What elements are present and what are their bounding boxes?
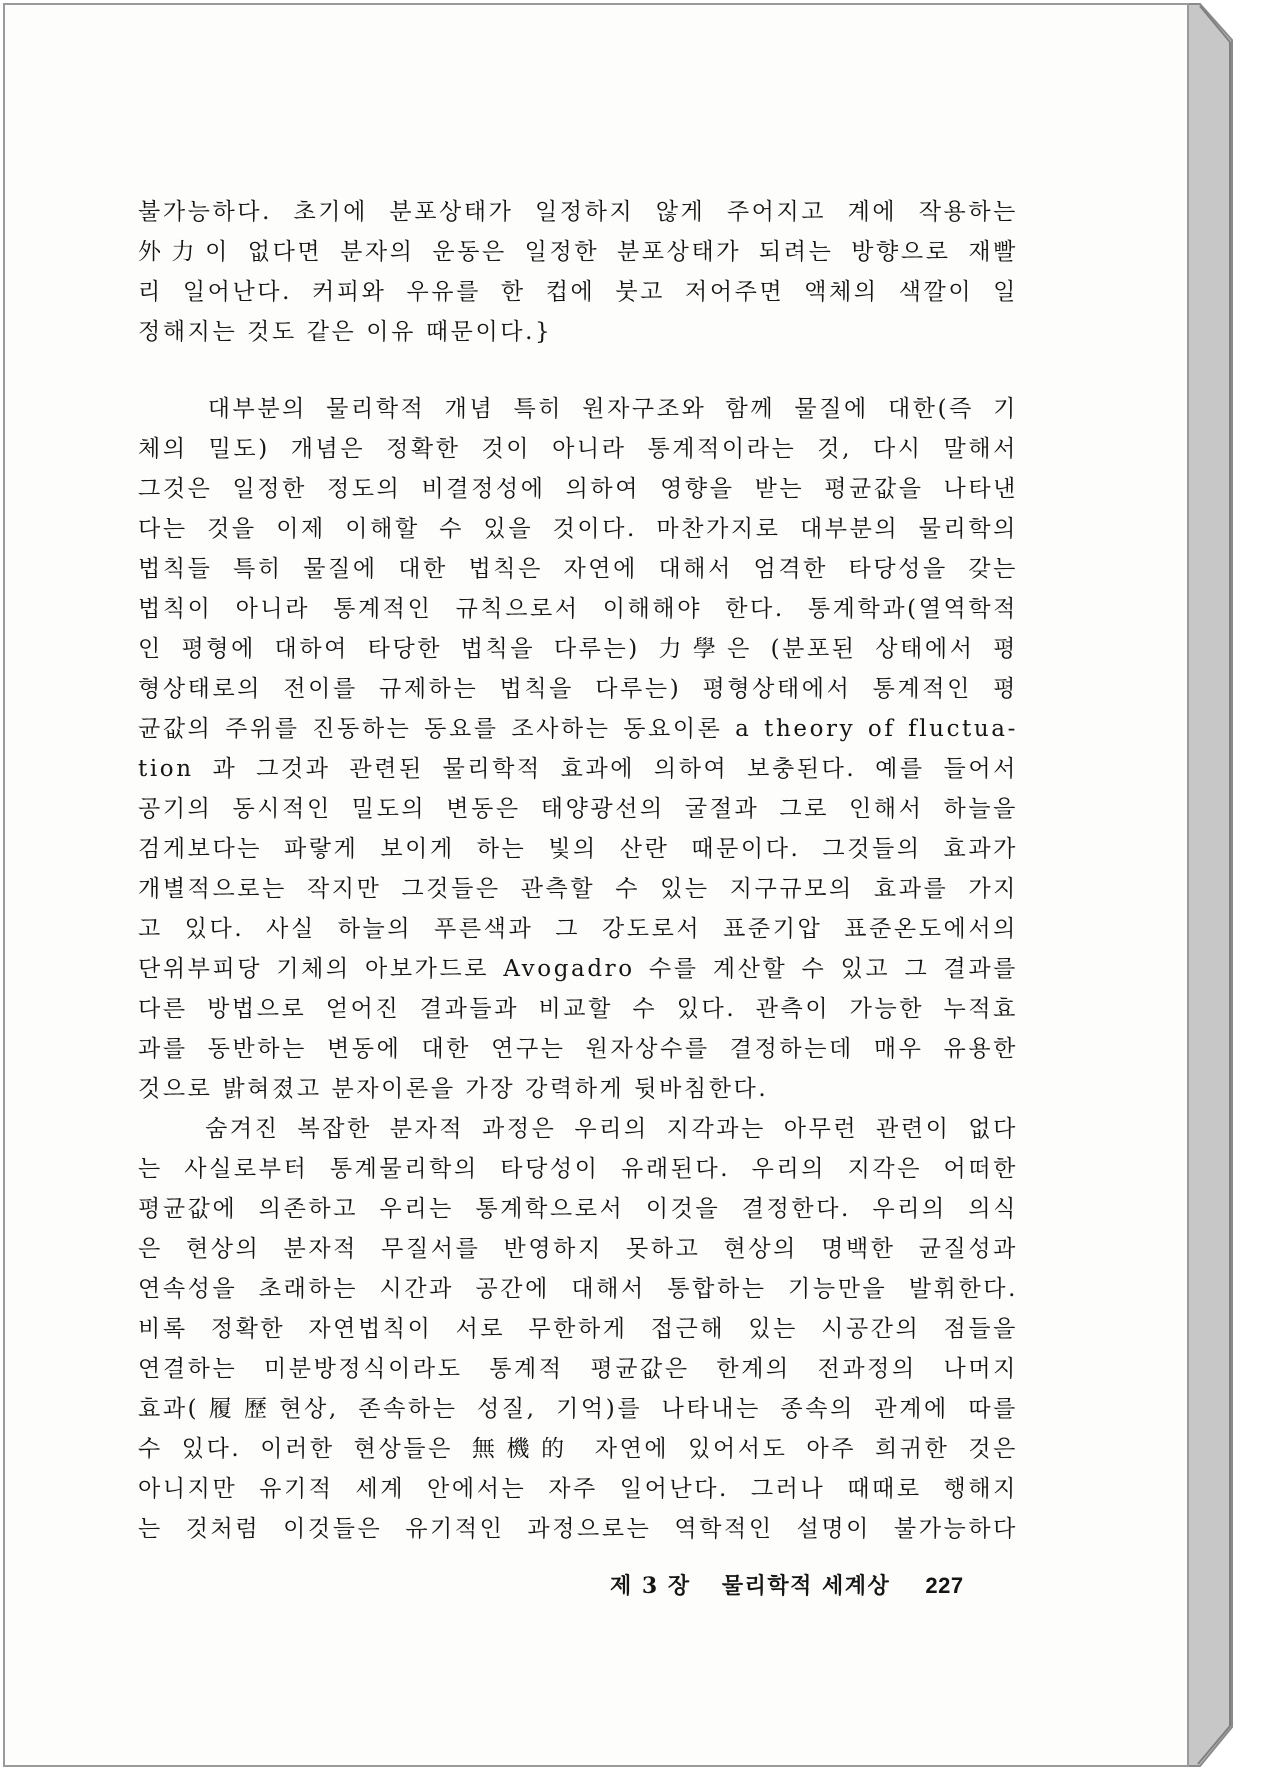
text-line: 과를 동반하는 변동에 대한 연구는 원자상수를 결정하는데 매우 유용한 — [138, 1036, 1018, 1062]
text-line: 다는 것을 이제 이해할 수 있을 것이다. 마찬가지로 대부분의 물리학의 — [138, 516, 1018, 542]
text-line: 수 있다. 이러한 현상들은 無機的 자연에 있어서도 아주 희귀한 것은 — [138, 1436, 1018, 1462]
text-line: 체의 밀도) 개념은 정확한 것이 아니라 통계적이라는 것, 다시 말해서 — [138, 436, 1018, 462]
text-line: 단위부피당 기체의 아보가드로 Avogadro 수를 계산할 수 있고 그 결과를 — [138, 956, 1018, 982]
text-line: 그것은 일정한 정도의 비결정성에 의하여 영향을 받는 평균값을 나타낸 — [138, 476, 1018, 502]
text-line: 리 일어난다. 커피와 우유를 한 컵에 붓고 저어주면 액체의 색깔이 일 — [138, 279, 1018, 305]
text-line: 것으로 밝혀졌고 분자이론을 가장 강력하게 뒷바침한다. — [138, 1076, 769, 1102]
chapter-title: 물리학적 세계상 — [721, 1573, 891, 1599]
text-line: 불가능하다. 초기에 분포상태가 일정하지 않게 주어지고 계에 작용하는 — [138, 199, 1018, 225]
text-line: 연속성을 초래하는 시간과 공간에 대해서 통합하는 기능만을 발휘한다. — [138, 1276, 1018, 1302]
text-line: 형상태로의 전이를 규제하는 법칙을 다루는) 평형상태에서 통계적인 평 — [138, 676, 1018, 702]
text-line: 外力이 없다면 분자의 운동은 일정한 분포상태가 되려는 방향으로 재빨 — [138, 239, 1018, 265]
text-line: 정해지는 것도 같은 이유 때문이다.} — [138, 319, 553, 345]
text-line: 효과(履歷현상, 존속하는 성질, 기억)를 나타내는 종속의 관계에 따를 — [138, 1396, 1018, 1422]
text-line: 평균값에 의존하고 우리는 통계학으로서 이것을 결정한다. 우리의 의식 — [138, 1196, 1018, 1222]
text-line: 공기의 동시적인 밀도의 변동은 태양광선의 굴절과 그로 인해서 하늘을 — [138, 796, 1018, 822]
text-line: 다른 방법으로 얻어진 결과들과 비교할 수 있다. 관측이 가능한 누적효 — [138, 996, 1018, 1022]
text-line: 연결하는 미분방정식이라도 통계적 평균값은 한계의 전과정의 나머지 — [138, 1356, 1018, 1382]
text-line: 법칙들 특히 물질에 대한 법칙은 자연에 대해서 엄격한 타당성을 갖는 — [138, 556, 1018, 582]
paragraph-3 — [138, 1109, 1018, 1549]
body-text — [138, 192, 1018, 1549]
text-line: 비록 정확한 자연법칙이 서로 무한하게 접근해 있는 시공간의 점들을 — [138, 1316, 1018, 1342]
paragraph-2 — [138, 389, 1018, 1109]
paragraph-1 — [138, 192, 1018, 352]
text-line: 는 것처럼 이것들은 유기적인 과정으로는 역학적인 설명이 불가능하다 — [138, 1516, 1018, 1542]
running-footer — [610, 1566, 990, 1606]
text-line: 개별적으로는 작지만 그것들은 관측할 수 있는 지구규모의 효과를 가지 — [138, 876, 1018, 902]
text-line: 고 있다. 사실 하늘의 푸른색과 그 강도로서 표준기압 표준온도에서의 — [138, 916, 1018, 942]
text-line: 균값의 주위를 진동하는 동요를 조사하는 동요이론 a theory of fluctua- — [138, 716, 1018, 742]
text-line: 법칙이 아니라 통계적인 규칙으로서 이해해야 한다. 통계학과(열역학적 — [138, 596, 1018, 622]
text-line: 인 평형에 대하여 타당한 법칙을 다루는) 力學은 (분포된 상태에서 평 — [138, 636, 1018, 662]
text-line: 검게보다는 파랗게 보이게 하는 빛의 산란 때문이다. 그것들의 효과가 — [138, 836, 1018, 862]
text-line: 은 현상의 분자적 무질서를 반영하지 못하고 현상의 명백한 균질성과 — [138, 1236, 1018, 1262]
text-line: tion 과 그것과 관련된 물리학적 효과에 의하여 보충된다. 예를 들어서 — [138, 756, 1018, 782]
text-line: 대부분의 물리학적 개념 특히 원자구조와 함께 물질에 대한(즉 기 — [138, 396, 1018, 422]
text-line: 아니지만 유기적 세계 안에서는 자주 일어난다. 그러나 때때로 행해지 — [138, 1476, 1018, 1502]
chapter-label: 제 3 장 — [610, 1573, 691, 1599]
page-number: 227 — [925, 1573, 964, 1598]
text-line: 숨겨진 복잡한 분자적 과정은 우리의 지각과는 아무런 관련이 없다 — [138, 1116, 1018, 1142]
text-line: 는 사실로부터 통계물리학의 타당성이 유래된다. 우리의 지각은 어떠한 — [138, 1156, 1018, 1182]
paragraph-gap — [138, 352, 1018, 389]
